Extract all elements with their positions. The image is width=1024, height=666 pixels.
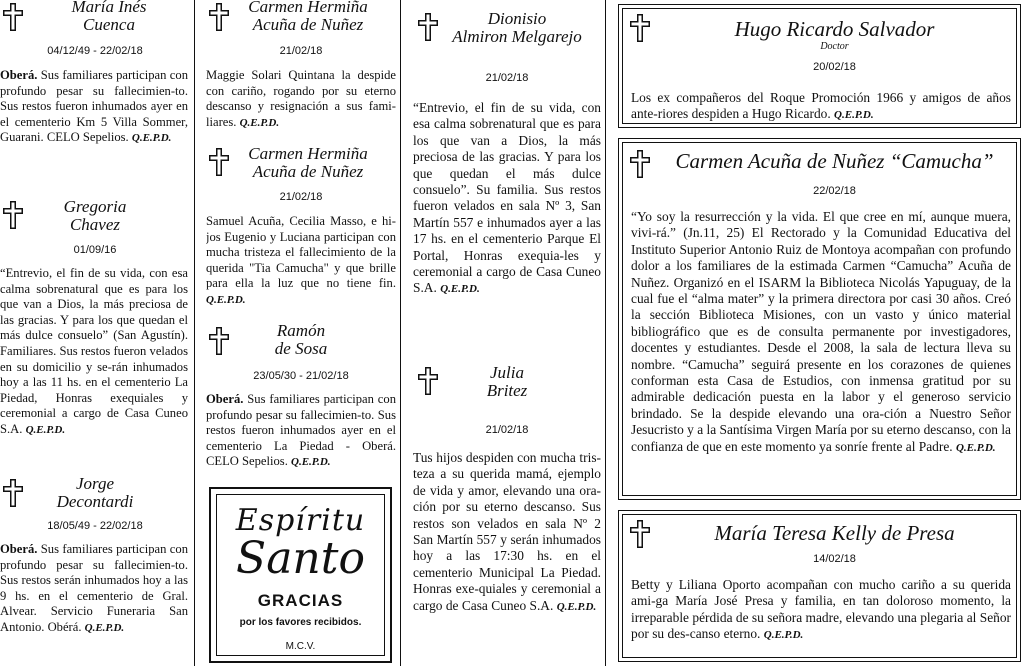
deceased-name: Carmen Acuña de Nuñez “Camucha” — [675, 149, 994, 173]
deceased-name: Jorge Decontardi — [56, 474, 134, 511]
framed-obituary — [618, 510, 1021, 662]
notice-text: Oberá. Sus familiares participan con profundo pesar su fallecimien-to. Sus restos serán inhumados hoy a las 9 hs. en el cementerio de Gral. Alvear. Servicio Funeraria San Antonio. Obérá. Q.E.P.D. — [0, 542, 188, 634]
notice-text: “Entrevio, el fin de su vida, con esa calma sobrenatural que es para los que van a Dios, la más preciosa de las gracias. Y para los que quedan el más dulce consuelo”. Su familia. Sus restos fueron velados en sala Nº 3, San Martín 557 e inhumados ayer a las 17 hs. en el cementerio Parque El Portal, Honras exequia-les y ceremonial a cargo de Casa Cuneo S.A. Q.E.P.D. — [413, 100, 601, 296]
notice-text: Betty y Liliana Oporto acompañan con mucho cariño a su querida ami-ga María José Presa y familia, en tan doloroso momento, la irreparable pérdida de su señora madre, elevando una plegaria al Señor por su des-canso eterno. Q.E.P.D. — [631, 577, 1011, 642]
notice-date: 04/12/49 - 22/02/18 — [47, 45, 143, 57]
cross-icon — [2, 2, 24, 32]
column-1 — [0, 0, 190, 666]
notice-text: “Entrevio, el fin de su vida, con esa calma sobrenatural que es para los que van a Dios, la más preciosa de las gracias. Y para los que quedan el más dulce consuelo” (San Agustín). Familiares. Sus restos fueron velados en su domicilio y se-rán inhumados hoy a las 11 hs. en el cementerio La Piedad, Honras exequiales y ceremonial a cargo de Casa Cuneo S.A. Q.E.P.D. — [0, 266, 188, 436]
ad-word-espiritu: Espíritu — [235, 503, 366, 538]
column-divider — [400, 0, 401, 666]
cross-icon — [629, 13, 651, 43]
ad-word-santo: Santo — [236, 533, 365, 584]
deceased-name: María Teresa Kelly de Presa — [714, 521, 955, 545]
column-4 — [618, 0, 1022, 666]
notice-date: 18/05/49 - 22/02/18 — [47, 520, 143, 532]
notice-date: 21/02/18 — [279, 45, 323, 57]
notice-date: 21/02/18 — [485, 424, 529, 436]
notice-text: Oberá. Sus familiares participan con profundo pesar su fallecimien-to. Sus restos fueron inhumados ayer en el cementerio Km 5 Villa Sommer, Guarani. CELO Sepelios. Q.E.P.D. — [0, 68, 188, 145]
notice-date: 21/02/18 — [279, 191, 323, 203]
deceased-title: Doctor — [820, 41, 849, 52]
deceased-name: Julia Britez — [486, 363, 528, 400]
notice-date: 20/02/18 — [813, 61, 856, 73]
deceased-name: Carmen Hermiña Acuña de Nuñez — [248, 144, 368, 181]
cross-icon — [629, 149, 651, 179]
notice-text: “Yo soy la resurrección y la vida. El que cree en mí, aunque muera, vivi-rá.” (Jn.11, 25) El Rectorado y la Comunidad Educativa del Instituto Superior Antonio Ruiz de Montoya acompañan con profundo dolor a los familiares de la estimada Carmen “Camucha” Acuña de Nuñez. Organizó en el ISARM la Biblioteca Nicolás Yapuguay, de la cual fue el “alma mater” y la primera directora por casi 30 años. Creó la sección Biblioteca Misiones, con un vasto y único material bibliográfico que es de consulta permanente por investigadores, docentes y estudiantes. Desde el 2008, la sala de lectura lleva su nombre. “Camucha” seguirá presente en los corazones de quienes conforman esta Casa de Estudios, con inmensa gratitud por su admirable dedicación puesta en la labor y el generoso servicio brindado. Se la despide elevando una ora-ción a Nuestro Señor Jesucristo y a la Santísima Virgen María por su eterno descanso, con la confianza de que en este momento ya sonríe frente al Padre. Q.E.P.D. — [631, 209, 1011, 454]
notice-text: Oberá. Sus familiares participan con profundo pesar su fallecimien-to. Sus restos fueron inhumados ayer en el cementerio La Piedad - Oberá. CELO Sepelios. Q.E.P.D. — [206, 392, 396, 469]
thanks-ad — [209, 487, 392, 663]
ad-signature: M.C.V. — [285, 641, 316, 652]
ad-favors-text: por los favores recibidos. — [239, 617, 362, 628]
column-2 — [206, 0, 396, 666]
notice-text: Tus hijos despiden con mucha tris-teza a su querida mamá, ejemplo de vida y amor, elevando una ora-ción por su eterno descanso. Sus restos son velados en sala Nº 2 San Martín 557 y serán inhumados hoy a las 17:30 hs. en el cementerio Municipal La Piedad. Honras exe-quiales y ceremonial a cargo de Casa Cuneo S.A. Q.E.P.D. — [413, 450, 601, 613]
deceased-name: Dionisio Almiron Melgarejo — [452, 9, 582, 46]
notice-date: 14/02/18 — [813, 553, 856, 565]
ad-gracias: GRACIAS — [257, 591, 344, 610]
notice-text: Los ex compañeros del Roque Promoción 1966 y amigos de años ante-riores despiden a Hugo Ricardo. Q.E.P.D. — [631, 90, 1011, 122]
notice-date: 22/02/18 — [813, 185, 856, 197]
notice-date: 23/05/30 - 21/02/18 — [253, 370, 349, 382]
column-divider — [605, 0, 606, 666]
deceased-name: Ramón de Sosa — [274, 321, 328, 358]
notice-text: Samuel Acuña, Cecilia Masso, e hi-jos Eugenio y Luciana participan con mucha tristeza el fallecimiento de la querida "Tia Camucha" y que brille para ella la luz que no tiene fin. Q.E.P.D. — [206, 214, 396, 306]
deceased-name: Carmen Hermiña Acuña de Nuñez — [248, 0, 368, 34]
deceased-name: Gregoria Chavez — [63, 197, 127, 234]
notice-text: Maggie Solari Quintana la despide con cariño, rogando por su eterno descanso y resignación a sus fami-liares. Q.E.P.D. — [206, 68, 396, 129]
framed-obituary — [618, 4, 1021, 128]
column-divider — [194, 0, 195, 666]
notice-date: 01/09/16 — [73, 244, 117, 256]
cross-icon — [629, 519, 651, 549]
column-3 — [413, 0, 601, 666]
notice-date: 21/02/18 — [485, 72, 529, 84]
deceased-name: Hugo Ricardo Salvador — [734, 17, 935, 41]
deceased-name: María Inés Cuenca — [71, 0, 147, 34]
framed-obituary — [618, 138, 1021, 500]
